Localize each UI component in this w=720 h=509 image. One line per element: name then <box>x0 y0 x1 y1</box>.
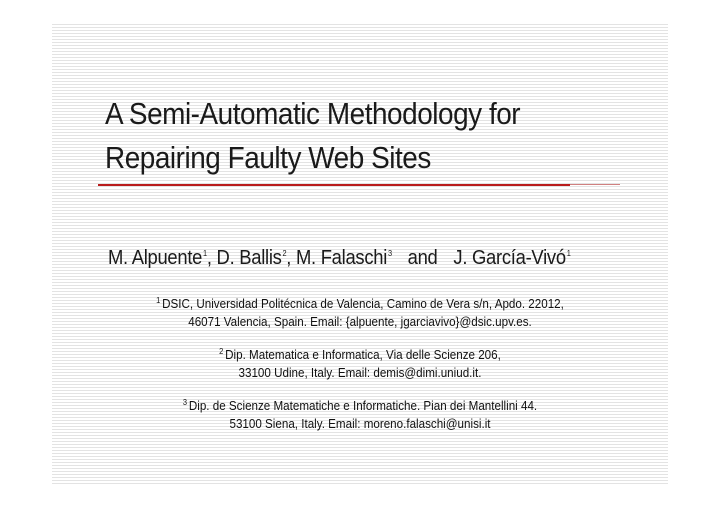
author-affiliation-mark: 2 <box>282 249 287 259</box>
affiliation-1 <box>52 292 668 331</box>
affiliation-mark: 1 <box>156 296 161 305</box>
author-name: D. Ballis <box>216 247 282 269</box>
title-underline-extension <box>570 184 620 185</box>
author-affiliation-mark: 3 <box>387 249 392 259</box>
affiliation-line: DSIC, Universidad Politécnica de Valencia, Camino de Vera s/n, Apdo. 22012, <box>162 297 564 312</box>
author-conjunction: and <box>407 247 438 269</box>
affiliation-line: Dip. Matematica e Informatica, Via delle Scienze 206, <box>225 348 501 363</box>
affiliation-3 <box>52 394 668 433</box>
author-name: M. Falaschi <box>295 247 388 269</box>
slide-title <box>105 92 609 180</box>
author-name: J. García-Vivó <box>453 247 566 269</box>
author-list <box>108 247 571 270</box>
affiliation-mark: 2 <box>219 347 224 356</box>
affiliation-line: 33100 Udine, Italy. Email: demis@dimi.uniud.it. <box>238 366 482 381</box>
title-line-1: A Semi-Automatic Methodology for <box>105 96 521 131</box>
author-separator: , <box>286 247 296 269</box>
title-line-2: Repairing Faulty Web Sites <box>105 140 431 175</box>
title-underline <box>98 184 570 186</box>
author-affiliation-mark: 1 <box>203 249 207 259</box>
affiliation-line: 53100 Siena, Italy. Email: moreno.falaschi@unisi.it <box>229 417 491 432</box>
author-name: M. Alpuente <box>108 247 203 269</box>
affiliation-line: Dip. de Scienze Matematiche e Informatiche. Pian dei Mantellini 44. <box>188 399 538 414</box>
affiliation-2 <box>52 343 668 382</box>
affiliation-mark: 3 <box>182 398 187 407</box>
affiliation-line: 46071 Valencia, Spain. Email: {alpuente, jgarciavivo}@dsic.upv.es. <box>188 315 532 330</box>
author-affiliation-mark: 1 <box>566 249 571 259</box>
author-separator: , <box>206 247 217 269</box>
